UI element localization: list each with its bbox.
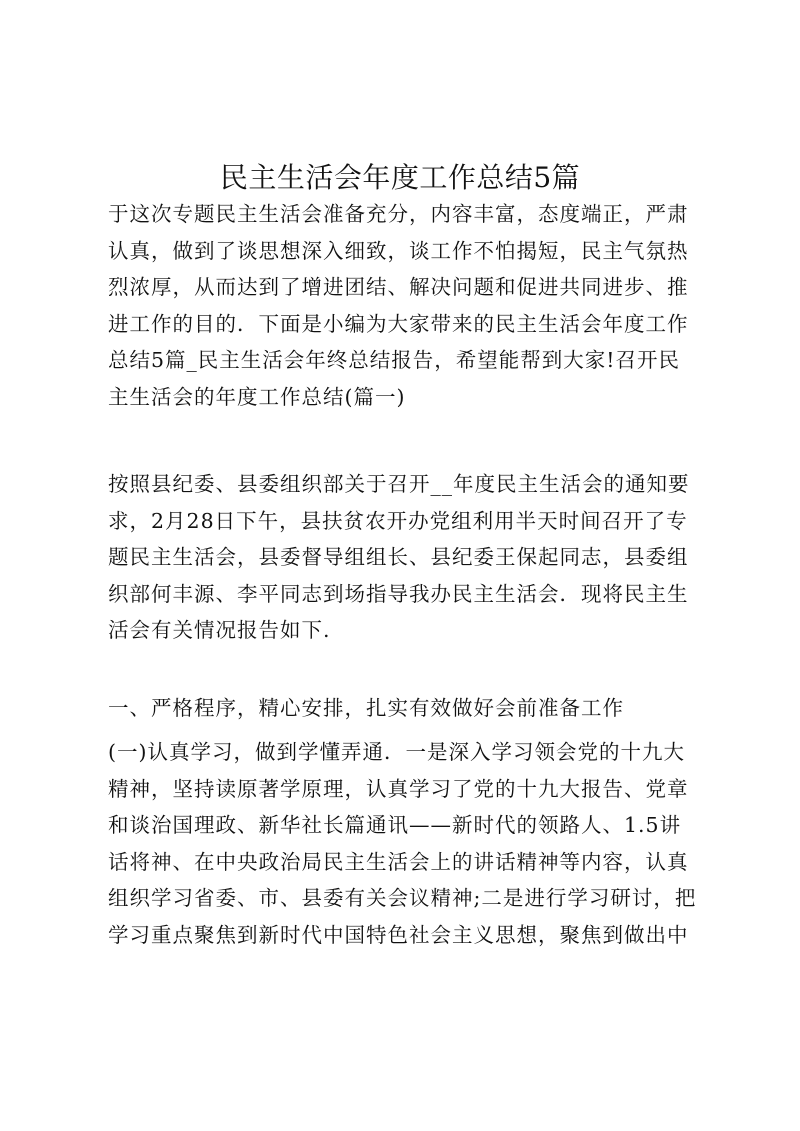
text-line: 认真，做到了谈思想深入细致，谈工作不怕揭短，民主气氛热 bbox=[108, 238, 689, 263]
paragraph-study bbox=[108, 734, 698, 953]
section-heading bbox=[108, 690, 698, 727]
text-line: 和谈治国理政、新华社长篇通讯——新时代的领路人、1.5讲 bbox=[108, 813, 682, 837]
text-line: 于这次专题民主生活会准备充分，内容丰富，态度端正，严肃 bbox=[108, 202, 689, 226]
text-line: 学习重点聚焦到新时代中国特色社会主义思想，聚焦到做出中 bbox=[108, 922, 689, 947]
text-line: 组织学习省委、市、县委有关会议精神;二是进行学习研讨，把 bbox=[108, 886, 697, 910]
text-line: 主生活会的年度工作总结(篇一) bbox=[108, 384, 406, 409]
text-line: 织部何丰源、李平同志到场指导我办民主生活会．现将民主生 bbox=[108, 581, 689, 606]
text-line: 进工作的目的．下面是小编为大家带来的民主生活会年度工作 bbox=[108, 311, 689, 336]
text-line: 求，2月28日下午，县扶贫农开办党组利用半天时间召开了专 bbox=[108, 508, 688, 533]
paragraph-meeting-notice bbox=[108, 466, 698, 649]
text-line: 一、严格程序，精心安排，扎实有效做好会前准备工作 bbox=[108, 696, 624, 720]
paragraph-intro bbox=[108, 196, 698, 415]
text-line: 题民主生活会，县委督导组组长、县纪委王保起同志，县委组 bbox=[108, 545, 689, 569]
text-line: (一)认真学习，做到学懂弄通．一是深入学习领会党的十九大 bbox=[108, 740, 685, 764]
document-title: 民主生活会年度工作总结5篇 bbox=[219, 161, 581, 194]
text-line: 活会有关情况报告如下. bbox=[108, 618, 331, 642]
text-line: 话将神、在中央政治局民主生活会上的讲话精神等内容，认真 bbox=[108, 849, 689, 874]
text-line: 精神，坚持读原著学原理，认真学习了党的十九大报告、党章 bbox=[108, 776, 689, 801]
text-line: 烈浓厚，从而达到了增进团结、解决问题和促进共同进步、推 bbox=[108, 275, 689, 299]
text-line: 总结5篇_民主生活会年终总结报告，希望能帮到大家!召开民 bbox=[108, 348, 681, 372]
text-line: 按照县纪委、县委组织部关于召开__年度民主生活会的通知要 bbox=[108, 472, 690, 496]
